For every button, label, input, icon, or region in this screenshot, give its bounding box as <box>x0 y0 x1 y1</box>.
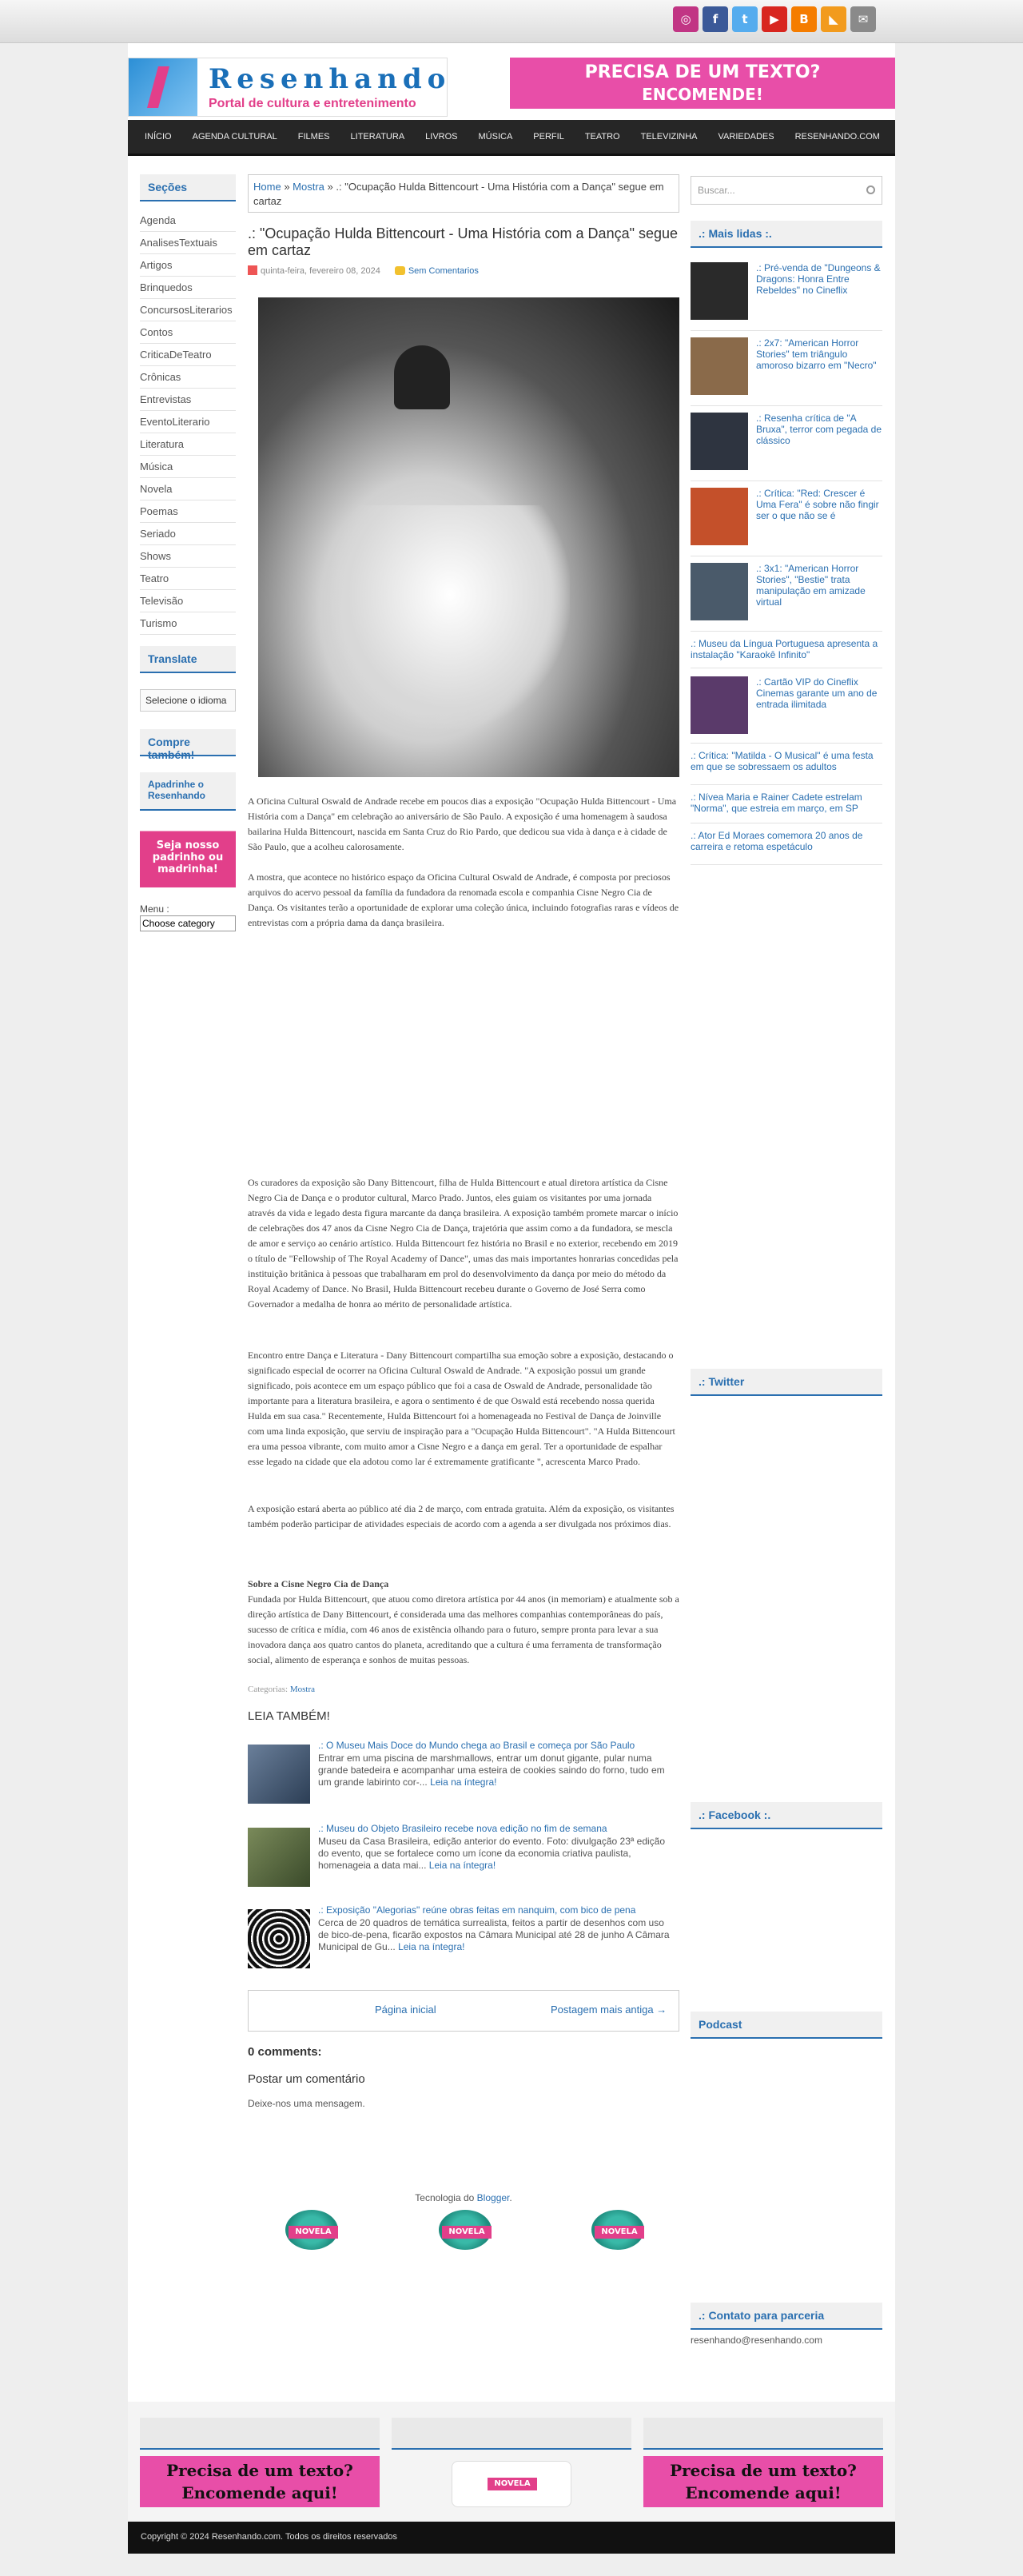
novela-footer-badge[interactable] <box>452 2461 571 2507</box>
novela-badge[interactable] <box>284 2208 340 2251</box>
padrinho-text: Seja nosso padrinho ou madrinha! <box>152 839 224 875</box>
post-meta <box>248 265 479 276</box>
popular-title[interactable]: .: Museu da Língua Portuguesa apresenta a instalação "Karaokê Infinito" <box>691 638 878 660</box>
header-ad-line2: ENCOMENDE! <box>642 85 763 104</box>
instagram-icon[interactable]: ◎ <box>673 6 699 32</box>
related-excerpt <box>318 1753 670 1788</box>
search-placeholder: Buscar... <box>698 185 735 196</box>
pager <box>248 1990 679 2032</box>
nav-item[interactable]: PERFIL <box>533 132 564 142</box>
footer-ad-line2: Encomende aqui! <box>685 2483 842 2502</box>
search-input[interactable] <box>691 176 882 205</box>
category-link[interactable]: Música <box>140 456 236 478</box>
popular-title[interactable]: .: Crítica: "Red: Crescer é Uma Fera" é sobre não fingir ser o que não se é <box>756 488 879 521</box>
related-title[interactable]: .: Museu do Objeto Brasileiro recebe nova edição no fim de semana <box>318 1823 607 1834</box>
mais-lidas-heading: .: Mais lidas :. <box>691 221 882 248</box>
popular-title[interactable]: .: Nívea Maria e Rainer Cadete estrelam "Norma", que estreia em março, em SP <box>691 792 862 814</box>
nav-item[interactable]: AGENDA CULTURAL <box>192 132 277 142</box>
post-categories <box>248 1682 679 1697</box>
related-desc: Museu da Casa Brasileira, edição anterior do evento. Foto: divulgação 23ª edição do evento, que se fortalece como um ícone da economia criativa paulista, homenageia a data mai... <box>318 1836 666 1871</box>
category-link[interactable]: CriticaDeTeatro <box>140 344 236 366</box>
nav-item[interactable]: LIVROS <box>425 132 458 142</box>
comments-link[interactable]: Sem Comentarios <box>408 266 479 276</box>
rss-icon[interactable]: ◣ <box>821 6 846 32</box>
comments-count: 0 comments: <box>248 2045 322 2059</box>
category-select[interactable]: Choose category <box>140 915 236 931</box>
translate-select[interactable]: Selecione o idioma <box>140 689 236 712</box>
post-paragraph: A mostra, que acontece no histórico espaço da Oficina Cultural Oswald de Andrade, é composta por preciosos arquivos do acervo pessoal da família da fundadora da renomada escola e companhia Cisne Negro Cia de Dança. Os visitantes terão a oportunidade de explorar uma coleção única, incluindo fotografias raras e vídeos de entrevistas com a própria dama da dança brasileira. <box>248 871 679 928</box>
category-link[interactable]: Televisão <box>140 590 236 612</box>
blogger-link[interactable]: Blogger <box>476 2192 510 2203</box>
popular-title[interactable]: .: Crítica: "Matilda - O Musical" é uma festa em que se sobressaem os adultos <box>691 750 874 772</box>
category-link[interactable]: Novela <box>140 478 236 500</box>
novela-badge[interactable] <box>590 2208 646 2251</box>
leave-message-text: Deixe-nos uma mensagem. <box>248 2098 365 2109</box>
footer-widget-heading <box>140 2418 380 2450</box>
home-page-link[interactable]: Página inicial <box>375 2004 436 2016</box>
post-paragraph: Fundada por Hulda Bittencourt, que atuou como diretora artística por 44 anos (in memoriam) e atualmente sob a direção artística de Dany Bittencourt, é considerada uma das melhores companhias contemporâneas do país, sucesso de crítica e mídia, com 46 anos de existência olhando para o futuro, sempre pronta para levar a sua inovadora dança aos quatro cantos do planeta, acreditando que a cultura é uma ferramenta de transformação social, alimento de esperança e sonhos de muitas pessoas. <box>248 1593 679 1665</box>
popular-post[interactable] <box>691 633 882 668</box>
logo-mark-icon <box>129 58 197 116</box>
post-paragraph: A Oficina Cultural Oswald de Andrade recebe em poucos dias a exposição "Ocupação Hulda Bittencourt - Uma História com a Dança" em celebração ao aniversário de São Paulo. A exposição é uma homenagem à saudosa bailarina Hulda Bittencourt, nascida em Santa Cruz do Rio Pardo, que dedicou sua vida à dança e à cidade de São Paulo, que a acolheu calorosamente. <box>248 796 677 852</box>
badge-text: NOVELA <box>488 2478 537 2490</box>
ad-space <box>248 939 679 1167</box>
post-paragraph: A exposição estará aberta ao público até dia 2 de março, com entrada gratuita. Além da exposição, os visitantes também poderão participar de atividades especiais de acordo com a agenda a ser divulgada nos próximos dias. <box>248 1503 675 1529</box>
category-list <box>140 209 236 635</box>
novela-badge[interactable] <box>437 2208 493 2251</box>
popular-thumbnail[interactable] <box>691 488 748 545</box>
breadcrumb-home[interactable]: Home <box>253 181 281 193</box>
category-link[interactable]: Agenda <box>140 209 236 232</box>
popular-title[interactable]: .: 2x7: "American Horror Stories" tem triângulo amoroso bizarro em "Necro" <box>756 337 877 371</box>
category-link[interactable]: EventoLiterario <box>140 411 236 433</box>
popular-thumbnail[interactable] <box>691 337 748 395</box>
post-comment-heading: Postar um comentário <box>248 2072 365 2086</box>
popular-title[interactable]: .: Ator Ed Moraes comemora 20 anos de carreira e retoma espetáculo <box>691 830 863 852</box>
related-thumbnail[interactable] <box>248 1745 310 1804</box>
category-link[interactable]: Crônicas <box>140 366 236 389</box>
popular-title[interactable]: .: 3x1: "American Horror Stories", "Bestie" trata manipulação em amizade virtual <box>756 563 866 608</box>
popular-title[interactable]: .: Resenha crítica de "A Bruxa", terror com pegada de clássico <box>756 413 882 446</box>
related-post[interactable] <box>248 1740 679 1810</box>
related-thumbnail[interactable] <box>248 1828 310 1887</box>
footer-widget-heading <box>392 2418 631 2450</box>
popular-thumbnail[interactable] <box>691 413 748 470</box>
badge-text: NOVELA <box>289 2226 338 2239</box>
translate-heading: Translate <box>140 646 236 673</box>
category-link[interactable]: Seriado <box>140 523 236 545</box>
padrinho-heading: Apadrinhe o Resenhando <box>140 772 236 811</box>
podcast-heading: Podcast <box>691 2012 882 2039</box>
contato-heading: .: Contato para parceria <box>691 2303 882 2330</box>
popular-post[interactable] <box>691 672 882 744</box>
header-ad-banner[interactable] <box>510 58 895 109</box>
popular-thumbnail[interactable] <box>691 262 748 320</box>
footer-ad-banner[interactable] <box>643 2456 883 2507</box>
popular-post[interactable] <box>691 257 882 331</box>
nav-item[interactable]: VARIEDADES <box>718 132 774 142</box>
read-more-link[interactable]: Leia na íntegra! <box>428 1860 496 1871</box>
category-link[interactable]: AnalisesTextuais <box>140 232 236 254</box>
related-desc: Entrar em uma piscina de marshmallows, entrar um donut gigante, pular numa grande batedeira e acompanhar uma esteira de cookies saindo do forno, tudo em um grande labirinto cor-... <box>318 1753 665 1788</box>
contact-email: resenhando@resenhando.com <box>691 2335 822 2346</box>
padrinho-banner[interactable] <box>140 817 236 887</box>
categories-label: Categorias: <box>248 1685 289 1694</box>
search-icon[interactable] <box>866 185 875 194</box>
breadcrumb-separator: » <box>327 181 333 193</box>
copyright: Copyright © 2024 Resenhando.com. Todos os direitos reservados <box>128 2522 895 2554</box>
main-nav <box>128 120 895 156</box>
related-excerpt <box>318 1836 670 1872</box>
powered-text: Tecnologia do <box>415 2192 475 2203</box>
nav-item[interactable]: INÍCIO <box>145 132 172 142</box>
compre-heading: Compre também! <box>140 729 236 756</box>
related-thumbnail[interactable] <box>248 1909 310 1968</box>
blogger-icon[interactable]: B <box>791 6 817 32</box>
footer-ad-line1: Precisa de um texto? <box>166 2461 353 2480</box>
category-link[interactable]: Literatura <box>140 433 236 456</box>
breadcrumb-current: .: "Ocupação Hulda Bittencourt - Uma História com a Dança" segue em cartaz <box>253 181 664 207</box>
related-heading: LEIA TAMBÉM! <box>248 1709 330 1723</box>
footer-widget-heading <box>643 2418 883 2450</box>
post-title: .: "Ocupação Hulda Bittencourt - Uma História com a Dança" segue em cartaz <box>248 225 679 258</box>
popular-post[interactable] <box>691 408 882 481</box>
site-subtitle: Portal de cultura e entretenimento <box>209 97 416 110</box>
footer-ad-banner[interactable] <box>140 2456 380 2507</box>
category-link[interactable]: Artigos <box>140 254 236 277</box>
badge-text: NOVELA <box>595 2226 644 2239</box>
breadcrumb <box>248 174 679 213</box>
post-date: quinta-feira, fevereiro 08, 2024 <box>261 266 380 276</box>
menu-label: Menu : <box>140 903 169 915</box>
related-desc: Cerca de 20 quadros de temática surrealista, feitos a partir de desenhos com uso de bico-de-pena, ficarão expostos na Câmara Municipal até 28 de junho A Câmara Municipal de Gu... <box>318 1917 670 1952</box>
related-excerpt <box>318 1917 670 1953</box>
popular-title[interactable]: .: Pré-venda de "Dungeons & Dragons: Honra Entre Rebeldes" no Cineflix <box>756 262 881 296</box>
related-post[interactable] <box>248 1823 679 1893</box>
sobre-heading: Sobre a Cisne Negro Cia de Dança <box>248 1578 389 1589</box>
nav-item[interactable]: FILMES <box>297 132 330 142</box>
related-title[interactable]: .: Exposição "Alegorias" reúne obras feitas em nanquim, com bico de pena <box>318 1904 636 1916</box>
nav-item[interactable]: TELEVIZINHA <box>640 132 698 142</box>
nav-item[interactable]: LITERATURA <box>350 132 405 142</box>
breadcrumb-separator: » <box>284 181 290 193</box>
popular-post[interactable] <box>691 825 882 865</box>
footer-ad-line2: Encomende aqui! <box>181 2483 338 2502</box>
category-link[interactable]: Brinquedos <box>140 277 236 299</box>
popular-post[interactable] <box>691 558 882 632</box>
header-ad-line1: PRECISA DE UM TEXTO? <box>584 62 821 82</box>
read-more-link[interactable]: Leia na íntegra! <box>430 1776 497 1788</box>
related-post[interactable] <box>248 1904 679 1975</box>
powered-by <box>248 2192 679 2203</box>
category-link[interactable]: Poemas <box>140 500 236 523</box>
read-more-link[interactable]: Leia na íntegra! <box>398 1941 465 1952</box>
category-link[interactable]: Mostra <box>289 1685 316 1694</box>
category-link[interactable]: Contos <box>140 321 236 344</box>
site-title: Resenhando <box>209 63 452 95</box>
comment-icon <box>395 266 405 275</box>
older-post-link[interactable]: Postagem mais antiga → <box>551 2004 667 2016</box>
site-logo[interactable] <box>128 58 452 117</box>
footer-ad-line1: Precisa de um texto? <box>670 2461 857 2480</box>
nav-item[interactable]: MÚSICA <box>478 132 513 142</box>
badge-text: NOVELA <box>442 2226 492 2239</box>
category-link[interactable]: Shows <box>140 545 236 568</box>
category-link[interactable]: Turismo <box>140 612 236 635</box>
popular-title[interactable]: .: Cartão VIP do Cineflix Cinemas garante um ano de entrada ilimitada <box>756 676 878 710</box>
popular-post[interactable] <box>691 333 882 406</box>
calendar-icon <box>248 265 257 275</box>
powered-dot: . <box>509 2192 512 2203</box>
nav-item[interactable]: RESENHANDO.COM <box>794 132 880 142</box>
email-icon[interactable]: ✉ <box>850 6 876 32</box>
secoes-heading: Seções <box>140 174 236 201</box>
popular-post[interactable] <box>691 483 882 556</box>
breadcrumb-category[interactable]: Mostra <box>293 181 324 193</box>
popular-thumbnail[interactable] <box>691 676 748 734</box>
facebook-icon[interactable]: f <box>703 6 728 32</box>
popular-thumbnail[interactable] <box>691 563 748 620</box>
category-link[interactable]: ConcursosLiterarios <box>140 299 236 321</box>
category-link[interactable]: Teatro <box>140 568 236 590</box>
facebook-heading: .: Facebook :. <box>691 1802 882 1829</box>
post-paragraph: Encontro entre Dança e Literatura - Dany Bittencourt compartilha sua emoção sobre a exposição, destacando o significado especial de ocorrer na Oficina Cultural Oswald de Andrade. "A exposição possui um grande significado, pois acontece em um espaço público que foi a casa de Oswald de Andrade, personalidade tão importante para a literatura brasileira, e agora o sentimento é de que Oswald está recebendo nossa querida Hulda em sua casa." Recentemente, Hulda Bittencourt foi a homenageada no Festival de Dança de Joinville com uma linda exposição, que serviu de inspiração para a "Ocupação Hulda Bittencourt". "A Hulda Bittencourt era uma pessoa vibrante, com muito amor a Cisne Negro e a dança em geral. Ter a oportunidade de espalhar esse legado na cidade que ela adotou como lar é extremamente gratificante ", acrescenta Marco Prado. <box>248 1350 675 1467</box>
related-title[interactable]: .: O Museu Mais Doce do Mundo chega ao Brasil e começa por São Paulo <box>318 1740 635 1751</box>
post-paragraph: Os curadores da exposição são Dany Bittencourt, filha de Hulda Bittencourt e atual diretora artística da Cisne Negro Cia de Dança e o produtor cultural, Marco Prado. Juntos, eles guiam os visitantes por uma jornada através da vida e legado desta figura marcante da dança brasileira. A exposição também promete marcar o início de celebrações dos 47 anos da Cisne Negro Cia de Dança, trajetória que assim como a da fundadora, se mescla de amor e serviço ao cenário artístico. Hulda Bittencourt fez história no Brasil e no exterior, recebendo em 2019 o título de "Fellowship of The Royal Academy of Dance", umas das mais importantes honrarias concedidas pela instituição britânica à pessoas que trabalharam em prol do desenvolvimento da dança por meio do método da Royal Academy of Dance. No Brasil, Hulda Bittencourt recebeu durante o Governo de José Serra como Governador a medalha de honra ao mérito de personalidade artística. <box>248 1177 679 1310</box>
popular-post[interactable] <box>691 745 882 785</box>
post-photo <box>258 297 679 777</box>
popular-post[interactable] <box>691 787 882 823</box>
category-link[interactable]: Entrevistas <box>140 389 236 411</box>
youtube-icon[interactable]: ▶ <box>762 6 787 32</box>
nav-item[interactable]: TEATRO <box>584 132 620 142</box>
twitter-icon[interactable]: t <box>732 6 758 32</box>
twitter-heading: .: Twitter <box>691 1369 882 1396</box>
